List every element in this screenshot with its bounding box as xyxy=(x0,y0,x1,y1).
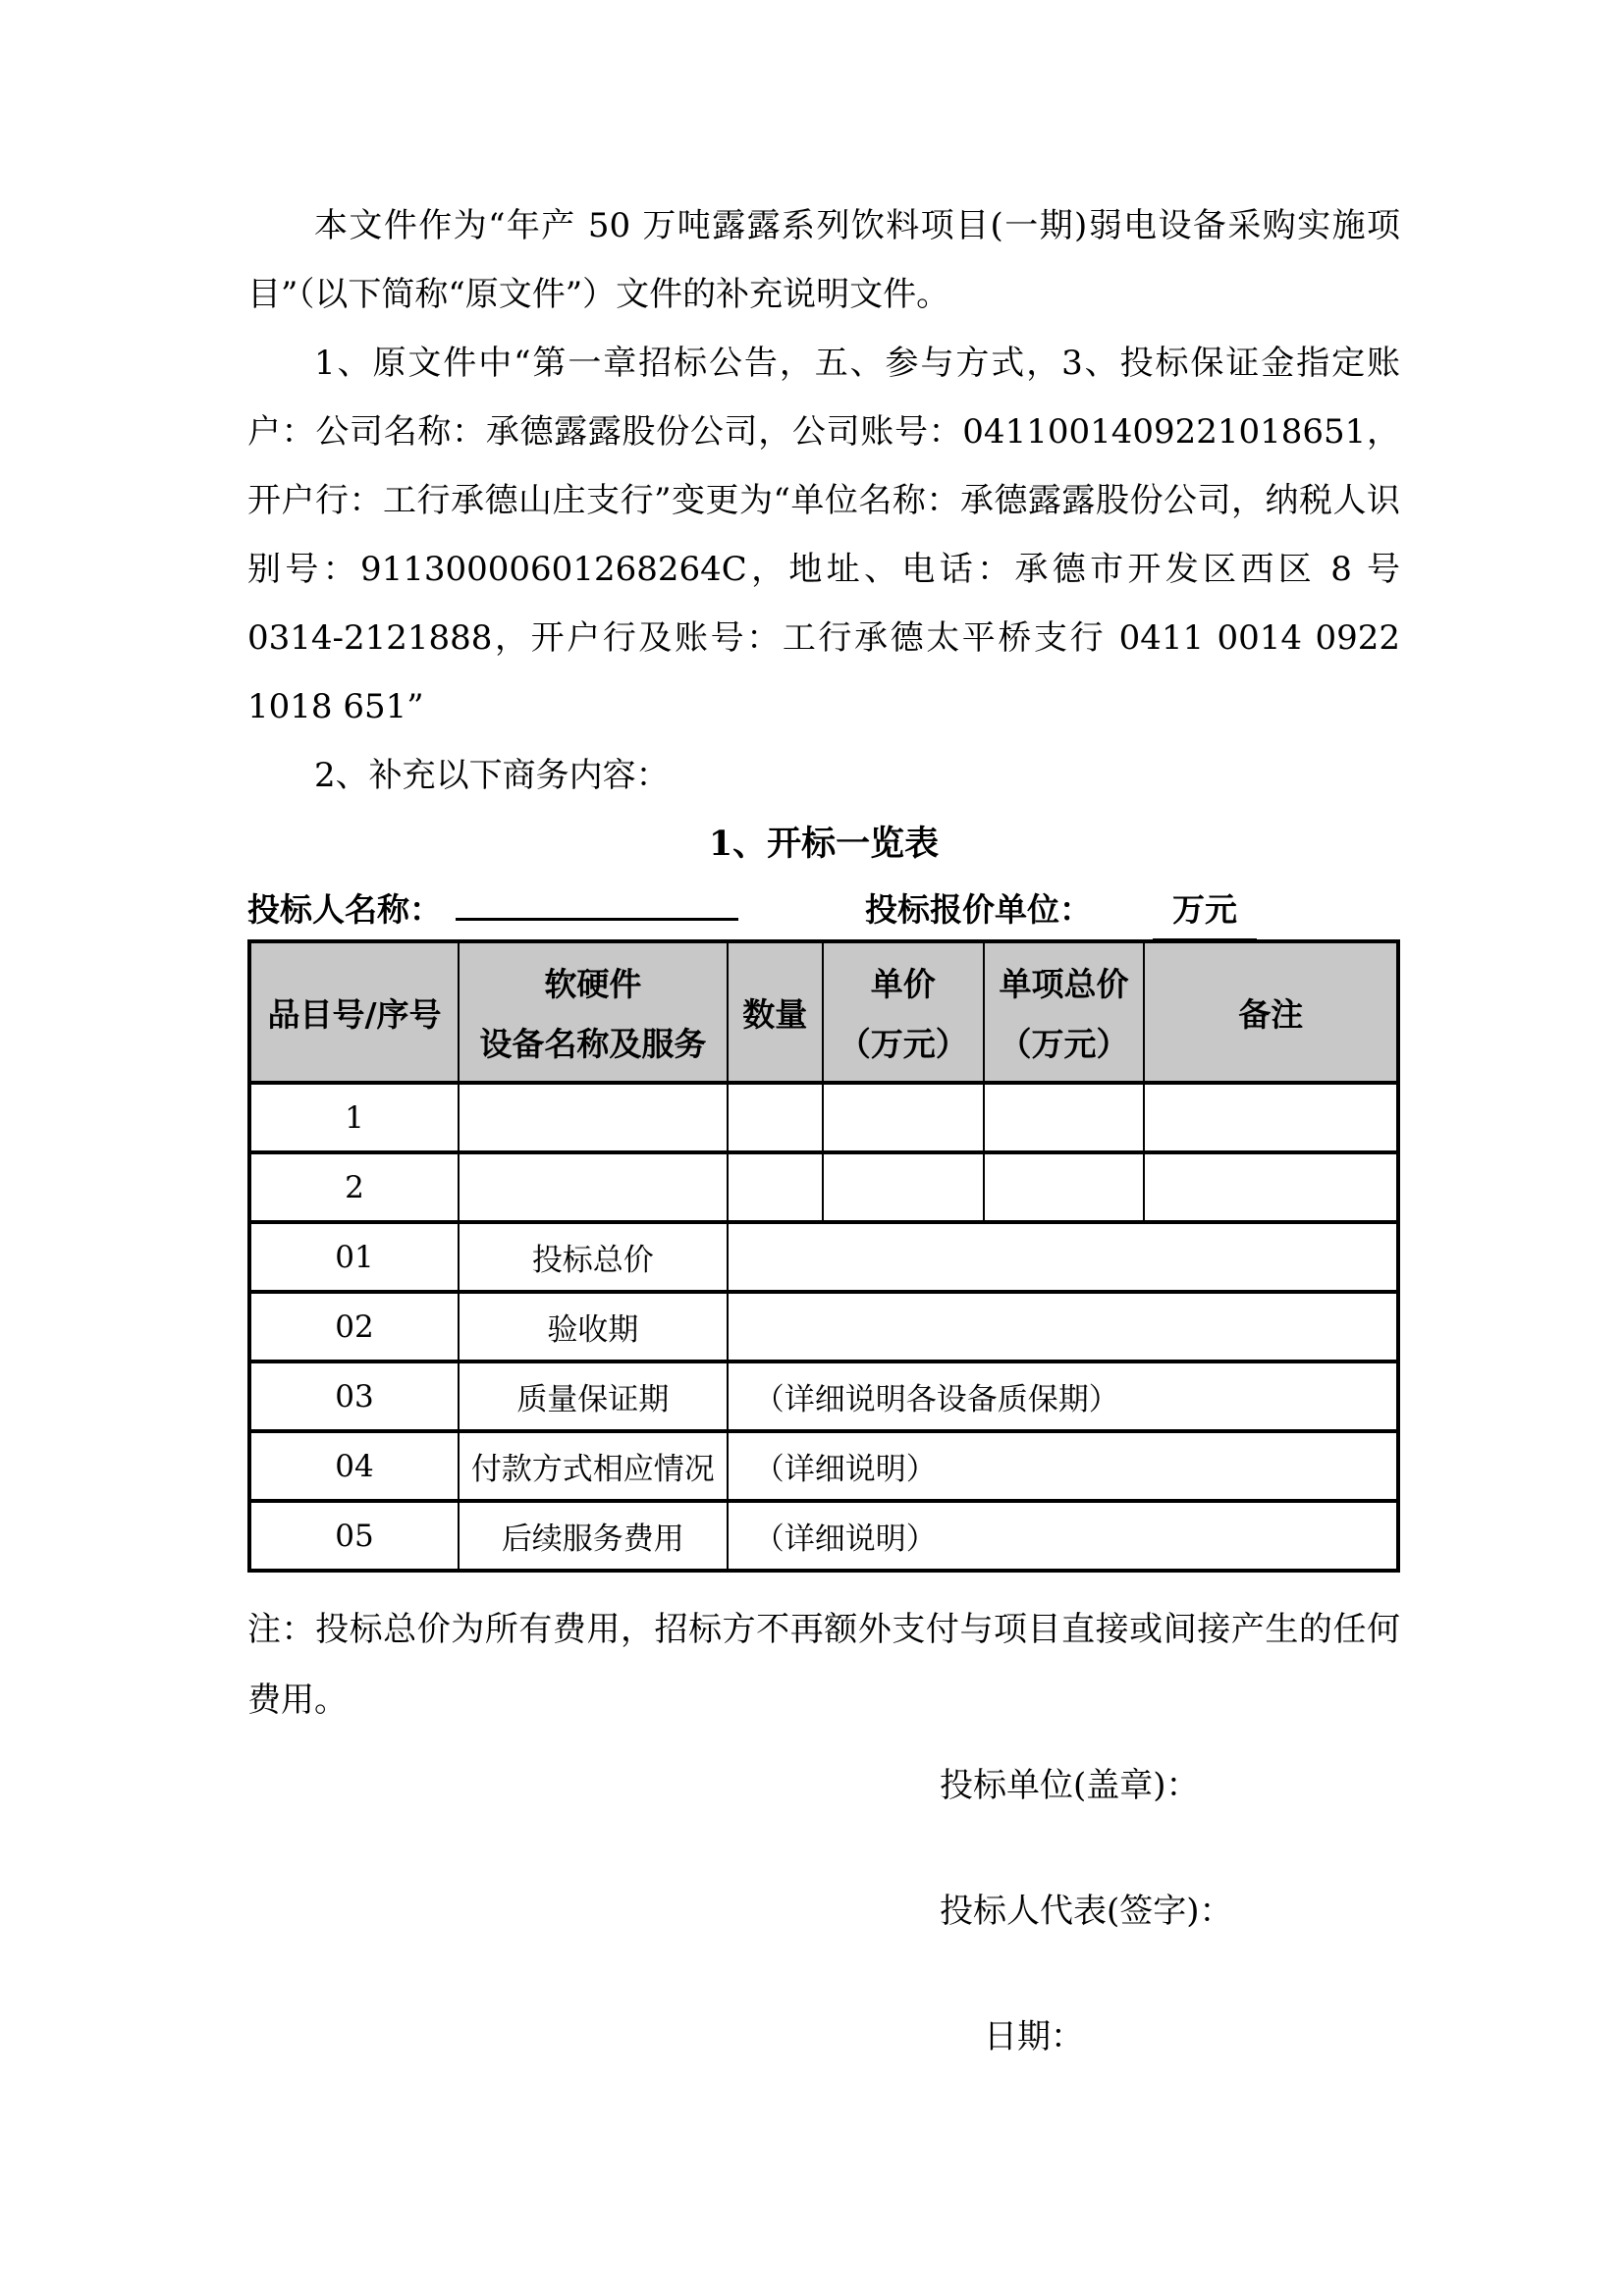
row04-item-no: 04 xyxy=(249,1431,459,1501)
row1-name-cell xyxy=(459,1083,728,1152)
table-row-03 xyxy=(249,1362,1398,1431)
amendment-paragraph: 1、原文件中“第一章招标公告，五、参与方式，3、投标保证金指定账户：公司名称：承德露露股份公司，公司账号：0411001409221018651，开户行：工行承德山庄支行”变更为“单位名称：承德露露股份公司，纳税人识别号：91130000601268264C，地址、电话：承德市开发区西区 8 号 0314-2121888，开户行及账号：工行承德太平桥支行 0411 0014 0922 1018 651” xyxy=(247,344,1400,726)
row1-subtotal-cell xyxy=(984,1083,1145,1152)
quote-unit-label: 投标报价单位： xyxy=(865,890,1092,929)
table-row-05 xyxy=(249,1501,1398,1571)
col-header-subtotal xyxy=(984,941,1145,1083)
col-header-subtotal-line2: （万元） xyxy=(999,1025,1129,1063)
col-header-remark xyxy=(1144,941,1398,1083)
col-header-subtotal-line1: 单项总价 xyxy=(999,965,1129,1003)
row03-item-no: 03 xyxy=(249,1362,459,1431)
col-header-item-no xyxy=(249,941,459,1083)
row02-name: 验收期 xyxy=(459,1292,728,1362)
row01-name: 投标总价 xyxy=(459,1222,728,1292)
row1-qty-cell xyxy=(728,1083,823,1152)
table-row-1 xyxy=(249,1083,1398,1152)
note-paragraph: 注：投标总价为所有费用，招标方不再额外支付与项目直接或间接产生的任何费用。 xyxy=(247,1610,1400,1720)
table-row-2 xyxy=(249,1152,1398,1222)
row2-subtotal-cell xyxy=(984,1152,1145,1222)
col-header-device-name-line2: 设备名称及服务 xyxy=(479,1025,707,1063)
row2-name-cell xyxy=(459,1152,728,1222)
intro-paragraph: 本文件作为“年产 50 万吨露露系列饮料项目(一期)弱电设备采购实施项目”（以下简称“原文件”）文件的补充说明文件。 xyxy=(247,206,1400,314)
col-header-remark-label: 备注 xyxy=(1238,994,1304,1034)
table-row-02 xyxy=(249,1292,1398,1362)
table-row-01 xyxy=(249,1222,1398,1292)
row2-item-no: 2 xyxy=(249,1152,459,1222)
col-header-unit-price-line2: （万元） xyxy=(838,1025,968,1063)
col-header-unit-price-line1: 单价 xyxy=(870,965,936,1003)
document-content xyxy=(247,0,1400,2057)
signature-representative-label: 投标人代表(签字)： xyxy=(940,1892,1233,1931)
row01-item-no: 01 xyxy=(249,1222,459,1292)
table-row-04 xyxy=(249,1431,1398,1501)
quote-unit-value: 万元 xyxy=(1153,881,1257,940)
bidder-name-blank-field[interactable] xyxy=(456,879,738,921)
row03-name: 质量保证期 xyxy=(459,1362,728,1431)
col-header-quantity-label: 数量 xyxy=(742,994,808,1034)
row04-name: 付款方式相应情况 xyxy=(459,1431,728,1501)
row01-detail xyxy=(728,1222,1398,1292)
bid-opening-table-title: 1、开标一览表 xyxy=(708,824,940,864)
row04-detail: （详细说明） xyxy=(728,1431,1398,1501)
row2-unit-price-cell xyxy=(823,1152,984,1222)
row05-detail: （详细说明） xyxy=(728,1501,1398,1571)
row2-remark-cell xyxy=(1144,1152,1398,1222)
row02-item-no: 02 xyxy=(249,1292,459,1362)
row1-unit-price-cell xyxy=(823,1083,984,1152)
row03-detail: （详细说明各设备质保期） xyxy=(728,1362,1398,1431)
row1-item-no: 1 xyxy=(249,1083,459,1152)
signature-block xyxy=(247,1765,1400,2057)
col-header-device-name xyxy=(459,941,728,1083)
bidder-name-label: 投标人名称： xyxy=(247,890,442,929)
row05-item-no: 05 xyxy=(249,1501,459,1571)
col-header-item-no-label: 品目号/序号 xyxy=(267,994,442,1034)
bid-opening-table xyxy=(247,939,1400,1573)
table-header-row xyxy=(249,941,1398,1083)
row2-qty-cell xyxy=(728,1152,823,1222)
supplement-paragraph: 2、补充以下商务内容： xyxy=(314,756,670,795)
col-header-device-name-line1: 软硬件 xyxy=(544,965,642,1003)
col-header-quantity xyxy=(728,941,823,1083)
signature-date-label: 日期： xyxy=(984,2017,1084,2056)
signature-unit-seal-label: 投标单位(盖章)： xyxy=(940,1766,1200,1805)
row1-remark-cell xyxy=(1144,1083,1398,1152)
table-caption-row xyxy=(247,879,1400,939)
col-header-unit-price xyxy=(823,941,984,1083)
row02-detail xyxy=(728,1292,1398,1362)
row05-name: 后续服务费用 xyxy=(459,1501,728,1571)
